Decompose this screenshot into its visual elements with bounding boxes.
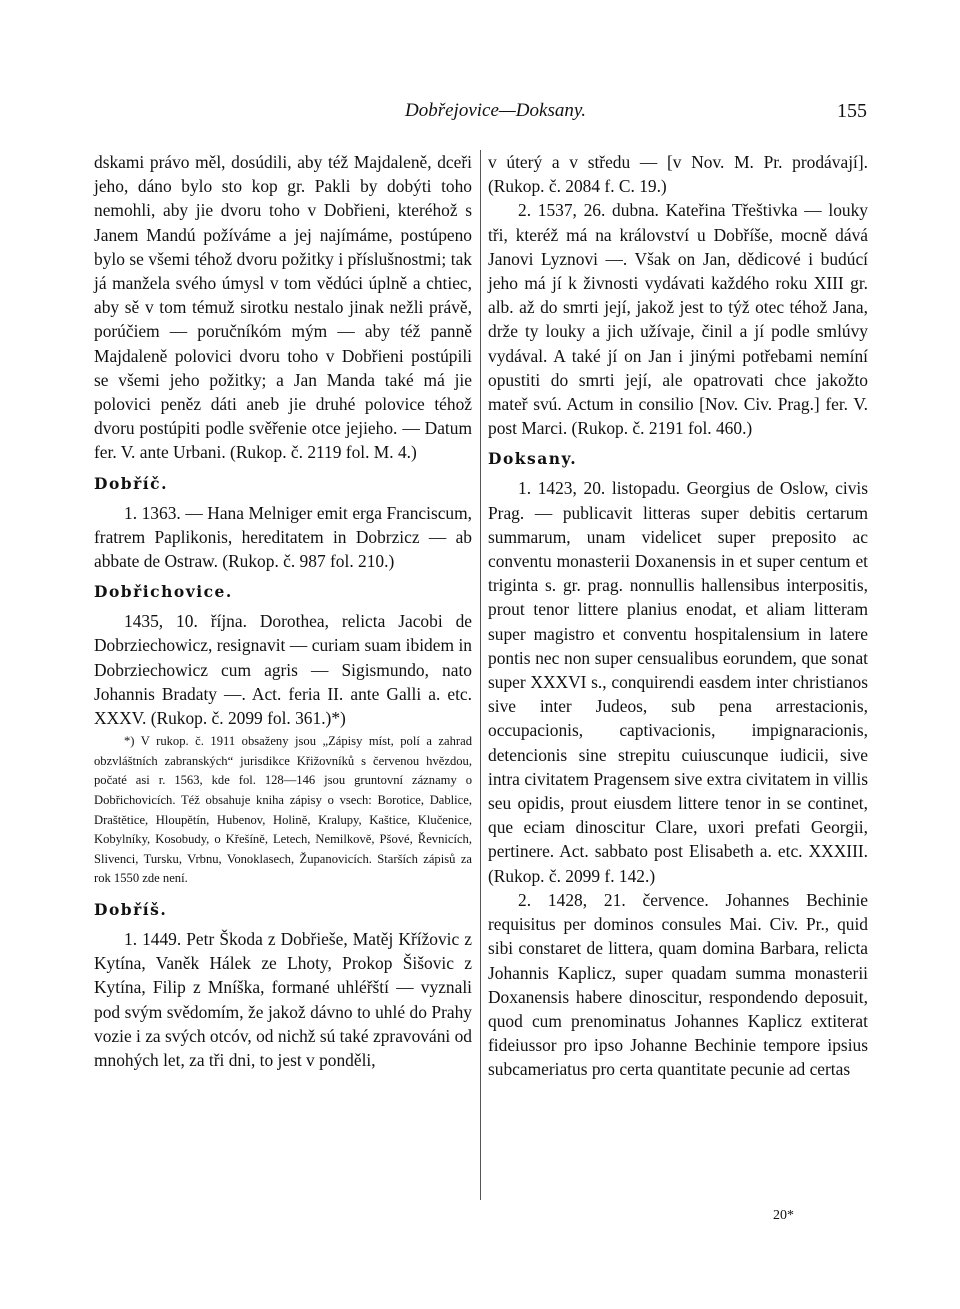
entry-dobrichovice-1: 1435, 10. října. Dorothea, relicta Jacobi de Dobrziechowicz, resignavit — curiam suam ibidem in Dobrziechowicz cum agris — Sigismundo, nato Johannis Bradaty —. Act. feria II. ante Galli a. etc. XXXV. (Rukop. č. 2099 fol. 361.)*) [94,611,472,729]
left-column [94,150,472,1072]
entry-dobris-2: 2. 1537, 26. dubna. Kateřina Třeštivka — louky tři, kteréž má na království u Dobříše, mocně dává Janovi Lyznovi —. Však on Jan, dědicové i budúcí jeho má jí k živnosti vydávati každého roku XIII gr. alb. až do smrti její, jakož jest to týž otec téhož Jana, drže ty louky a jich užívaje, činil a jí podle smlúvy vydával. A také jí on Jan i jinými potřebami nemíní opustiti do smrti její, ale opatrovati chce jakožto mateř svú. Actum in consilio [Nov. Civ. Prag.] fer. V. post Marci. (Rukop. č. 2191 fol. 460.) [488,200,868,439]
right-column [488,150,868,1082]
signature-mark: 20* [773,1208,794,1223]
entry-dobric-1: 1. 1363. — Hana Melniger emit erga Franciscum, fratrem Paplikonis, hereditatem in Dobrzicz — ab abbate de Ostraw. (Rukop. č. 987 fol. 210.) [94,502,472,572]
entry-dobris-1: 1. 1449. Petr Škoda z Dobřieše, Matěj Křížovic z Kytína, Vaněk Hálek ze Lhoty, Prokop Šišovic z Kytína, Filip z Mníška, formané uhléřští — vyznali pod svým svědomím, že jakož dávno to uhlé do Prahy vozie i za svých otcóv, od nichž sú také zpravováni od mnohých let, za tři dni, to jest v ponděli, [94,929,472,1071]
entry-doksany-1: 1. 1423, 20. listopadu. Georgius de Oslow, civis Prag. — publicavit litteras super debitis certarum summarum, unam videlicet super preposito ac conventu monasterii Doxanensis in et super centum et triginta s. gr. prag. nonnullis hallensibus interpositis, prout tenor littere planius enodat, et aliam litteram super magistro et conventu hospitalensium in latere pontis nec non super censualibus eorundem, que sonat super XXXVI s., conquirendi easdem inter christianos sive inter Judeos, sub pena arrestacionis, occupacionis, captivacionis, impignaracionis, detencionis sine strepitu cuiuscunque iudicii, sive intra civitatem Pragensem sive extra civitatem in villis seu opidis, prout eiusdem littere tenor in se continet, que eciam dinoscitur Clare, uxori prefati Georgii, pertinere. Act. sabbato post Elisabeth a. etc. XXXIII. (Rukop. č. 2099 f. 142.) [488,478,868,886]
page-header [0,100,960,130]
column-divider [480,150,481,1200]
section-heading-doksany: Doksany. [488,449,578,469]
page-number: 155 [837,100,867,122]
entry-doksany-2: 2. 1428, 21. července. Johannes Bechinie requisitus per dominos consules Mai. Civ. Pr., quid sibi constaret de littera, quam domina Barbara, relicta Johannis Kaplicz, super quadam summa monasterii Doxanensis habere dinoscitur, respondendo deposuit, quod cum prenominatus Johannes Kaplicz extiterat fideiussor pro ipso Johanne Bechinie tempore ipsius subcameriatus pro certa quantitate pecunie ad certas [488,889,868,1080]
running-head: Dobřejovice—Doksany. [405,100,586,121]
section-heading-dobrichovice: Dobřichovice. [94,582,233,602]
paragraph-continuation-right: v úterý a v středu — [v Nov. M. Pr. prodávají]. (Rukop. č. 2084 f. C. 19.) [488,152,868,197]
section-heading-dobris: Dobříš. [94,900,168,920]
paragraph-continuation: dskami právo měl, dosúdili, aby též Majdaleně, dceři jeho, dáno bylo sto kop gr. Pakli by dobýti toho nemohli, aby jie dvoru toho v Dobřieni, kteréhož s Janem Mandú požíváme a jej najímáme, postúpeno bylo se všemi téhož dvoru požitky i příslušnostmi; tak já manžela svého úmysl v tom vědúci úplně a chtiec, aby sě v tom témuž sirotku nestalo jinak nežli právě, porúčiem — poručníkóm mým — aby též panně Majdaleně polovici dvoru toho v Dobřieni postúpili se všemi jeho požitky; a Jan Manda také má jie polovici peněz dáti aneb jie druhé polovice téhož dvoru postúpiti podle svěřenie otce jejieho. — Datum fer. V. ante Urbani. (Rukop. č. 2119 fol. M. 4.) [94,152,472,463]
section-heading-dobric: Dobříč. [94,473,169,493]
footnote: *) V rukop. č. 1911 obsaženy jsou „Zápisy míst, polí a zahrad obzvláštních zabranských“ jurisdikce Křižovníků s červenou hvězdou, počaté asi r. 1563, kde fol. 128—146 jsou gruntovní záznamy o Dobřichovicích. Též obsahuje kniha zápisy o vsech: Borotice, Dablice, Draštětice, Hloupětín, Hubenov, Holině, Kralupy, Kaštice, Klučenice, Kobylníky, Kosobudy, o Křešíně, Letech, Nemilkově, Pšové, Řevnicích, Slivenci, Tursku, Vrbnu, Vonoklasech, Županovicích. Starších zápisů za rok 1550 zde není. [94,734,472,886]
